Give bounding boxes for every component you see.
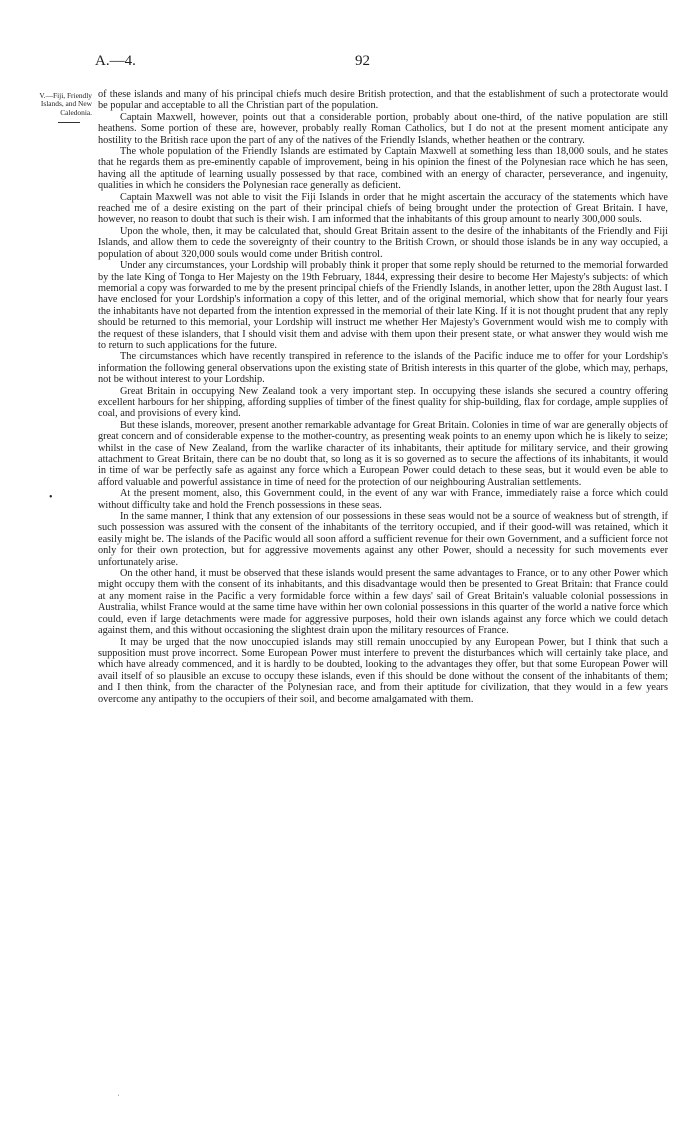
paragraph: of these islands and many of his principal chiefs much desire British protection, and that the establishment of such a protectorate would be popular and acceptable to all the Christian part of the population. xyxy=(98,89,668,112)
paragraph: But these islands, moreover, present another remarkable advantage for Great Britain. Colonies in time of war are generally objects of great concern and of considerable expense to the mother-country, as presenting weak points to an enemy upon which he is likely to seize; whilst in the case of New Zealand, from the warlike character of its inhabitants, their aptitude for military service, and their growing attachment to Great Britain, there can be no doubt that, so long as it is so governed as to secure the affections of its inhabitants, it would in time of war be perfectly safe as against any force which a European Power could detach to these seas, but it would even be able to afford valuable and powerful assistance in time of need for the protection of our neighbouring Australian settlements. xyxy=(98,419,668,488)
paragraph: Great Britain in occupying New Zealand took a very important step. In occupying these islands she secured a country offering excellent harbours for her shipping, affording supplies of timber of the finest quality for ship-building, flax for cordage, ample supplies of coal, and provisions of every kind. xyxy=(98,385,668,420)
margin-note: V.—Fiji, Friendly Islands, and New Caledonia. xyxy=(39,91,92,117)
paragraph: Captain Maxwell was not able to visit the Fiji Islands in order that he might ascertain the accuracy of the statements which have reached me of a desire existing on the part of their principal chiefs of being brought under the protection of Great Britain. I have, however, no reason to doubt that such is their wish. I am informed that the inhabitants of this group amount to nearly 300,000 souls. xyxy=(98,191,668,226)
paragraph: On the other hand, it must be observed that these islands would present the same advantages to France, or to any other Power which might occupy them with the consent of its inhabitants, and this disadvantage would then be presented to Great Britain: that France could at any moment raise in the Pacific a very formidable force within a few days' sail of Great Britain's valuable colonial possessions in Australia, whilst France would at the same time have within her own colonial possessions in this quarter of the world a native force which could, even if large detachments were made for aggressive purposes, hold their own islands against any force which we could detach against them, and this without occasioning the slightest drain upon the military resources of France. xyxy=(98,568,668,637)
paragraph: In the same manner, I think that any extension of our possessions in these seas would not be a source of weakness but of strength, if such possession was assured with the consent of the inhabitants of the territory occupied, and if their good-will was retained, which it easily might be. The islands of the Pacific would all soon afford a sufficient revenue for their own Government, and a sufficient force not only for their own protection, but for aggressive movements against any other Power, should a necessity for such movements ever unfortunately arise. xyxy=(98,511,668,568)
margin-tick: ˌ xyxy=(117,1086,120,1096)
paragraph: Captain Maxwell, however, points out that a considerable portion, probably about one-third, of the native population are still heathens. Some portion of these are, however, probably really Roman Catholics, but I do not at the present moment anticipate any hostility to the British race upon the part of any of the natives of the Friendly Islands, whether heathen or the contrary. xyxy=(98,111,668,146)
paragraph: It may be urged that the now unoccupied islands may still remain unoccupied by any European Power, but I think that such a supposition must prove incorrect. Some European Power must interfere to prevent the disturbances which will certainly take place, and which have already commenced, and it is hardly to be doubted, looking to the advantages they offer, but that some European Power will avail itself of so plausible an excuse to occupy these islands, even if this should be done without the consent of the inhabitants of them; and I then think, from the character of the Polynesian race, and from their aptitude for civilization, that they would in a few years overcome any antipathy to the occupiers of their soil, and become amalgamated with them. xyxy=(98,636,668,705)
paragraph: Under any circumstances, your Lordship will probably think it proper that some reply should be returned to the memorial forwarded by the late King of Tonga to Her Majesty on the 19th February, 1844, expressing their desire to become Her Majesty's subjects: of which memorial a copy was forwarded to me by the present principal chiefs of the Friendly Islands, in another letter, upon the 28th August last. I have enclosed for your Lordship's information a copy of this letter, and of the original memorial, which show that for nearly four years the inhabitants have not departed from the intention expressed in the memorial of their late King. If it is not thought prudent that any reply should be returned to this memorial, your Lordship will instruct me whether Her Majesty's Government would wish me to comply with the request of these islanders, that I should visit them and advise with them upon their present state, or what answer they would wish me to return to such applications for the future. xyxy=(98,260,668,351)
document-reference: A.—4. xyxy=(95,53,136,69)
margin-rule xyxy=(58,122,80,123)
page-header xyxy=(95,53,665,73)
page-number: 92 xyxy=(355,53,370,69)
paragraph: The circumstances which have recently transpired in reference to the islands of the Pacific induce me to offer for your Lordship's information the following general observations upon the existing state of British interests in this quarter of the globe, which may, perhaps, not be without interest to your Lordship. xyxy=(98,351,668,386)
body-text xyxy=(98,89,668,705)
paragraph: The whole population of the Friendly Islands are estimated by Captain Maxwell at something less than 18,000 souls, and he states that he regards them as pre-eminently capable of improvement, being in his opinion the finest of the Polynesian race which he has seen, having all the aptitude of learning usually possessed by that race, combined with an energy of character, perseverance, and ingenuity, qualities in which he considers the Polynesian race generally as deficient. xyxy=(98,146,668,192)
margin-dot: • xyxy=(49,492,53,503)
paragraph: Upon the whole, then, it may be calculated that, should Great Britain assent to the desire of the inhabitants of the Friendly and Fiji Islands, and allow them to cede the sovereignty of their country to the British Crown, or should those islands be in any way occupied, a population of about 320,000 souls would come under British control. xyxy=(98,225,668,260)
paragraph: At the present moment, also, this Government could, in the event of any war with France, immediately raise a force which could without difficulty take and hold the French possessions in these seas. xyxy=(98,488,668,511)
